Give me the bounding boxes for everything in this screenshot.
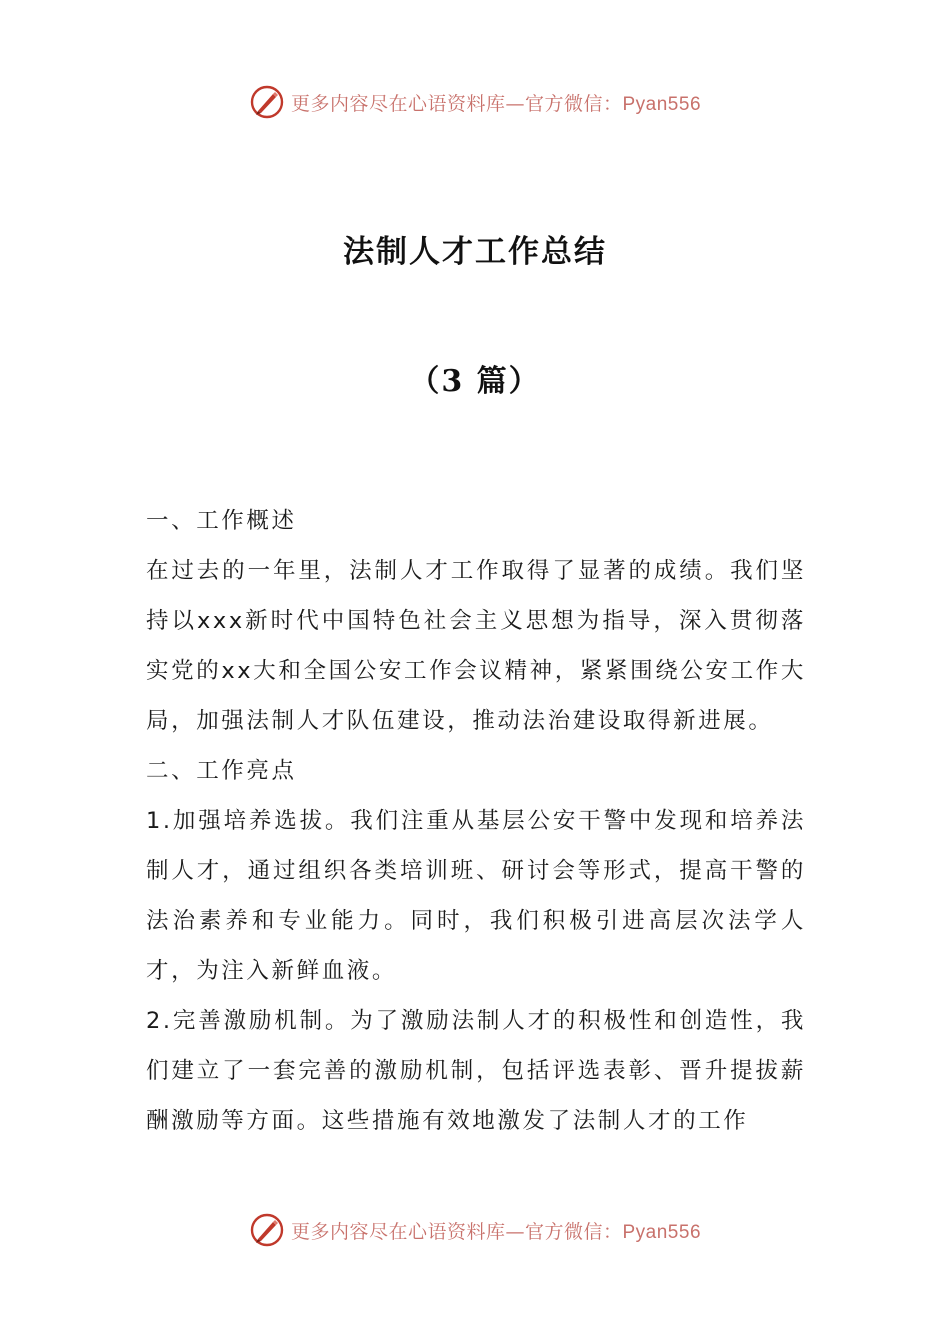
pen-logo-icon [249,84,285,120]
document-subtitle: （3 篇） [409,364,541,399]
pen-logo-icon [249,1212,285,1248]
paragraph-highlight-1: 1.加强培养选拔。我们注重从基层公安干警中发现和培养法制人才，通过组织各类培训班、研讨会等形式，提高干警的法治素养和专业能力。同时，我们积极引进高层次法学人才，为注入新鲜血液。 [146,808,806,984]
paragraph-overview: 在过去的一年里，法制人才工作取得了显著的成绩。我们坚持以xxx新时代中国特色社会主义思想为指导，深入贯彻落实党的xx大和全国公安工作会议精神，紧紧围绕公安工作大局，加强法制人才队伍建设，推动法治建设取得新进展。 [146,558,806,734]
banner-wechat-id: Pyan556 [622,1221,702,1243]
section-heading-overview: 一、工作概述 [146,508,297,534]
section-heading-highlights: 二、工作亮点 [146,758,297,784]
banner-wechat-id: Pyan556 [622,93,702,115]
header-watermark-banner [0,80,950,124]
document-title: 法制人才工作总结 [343,234,607,270]
banner-text: 更多内容尽在心语资料库—官方微信：Pyan556 [290,92,702,115]
paragraph-highlight-2: 2.完善激励机制。为了激励法制人才的积极性和创造性，我们建立了一套完善的激励机制，包括评选表彰、晋升提拔薪酬激励等方面。这些措施有效地激发了法制人才的工作 [146,1008,806,1134]
footer-watermark-banner [0,1208,950,1252]
banner-text: 更多内容尽在心语资料库—官方微信：Pyan556 [290,1220,702,1243]
document-body [146,496,806,1146]
